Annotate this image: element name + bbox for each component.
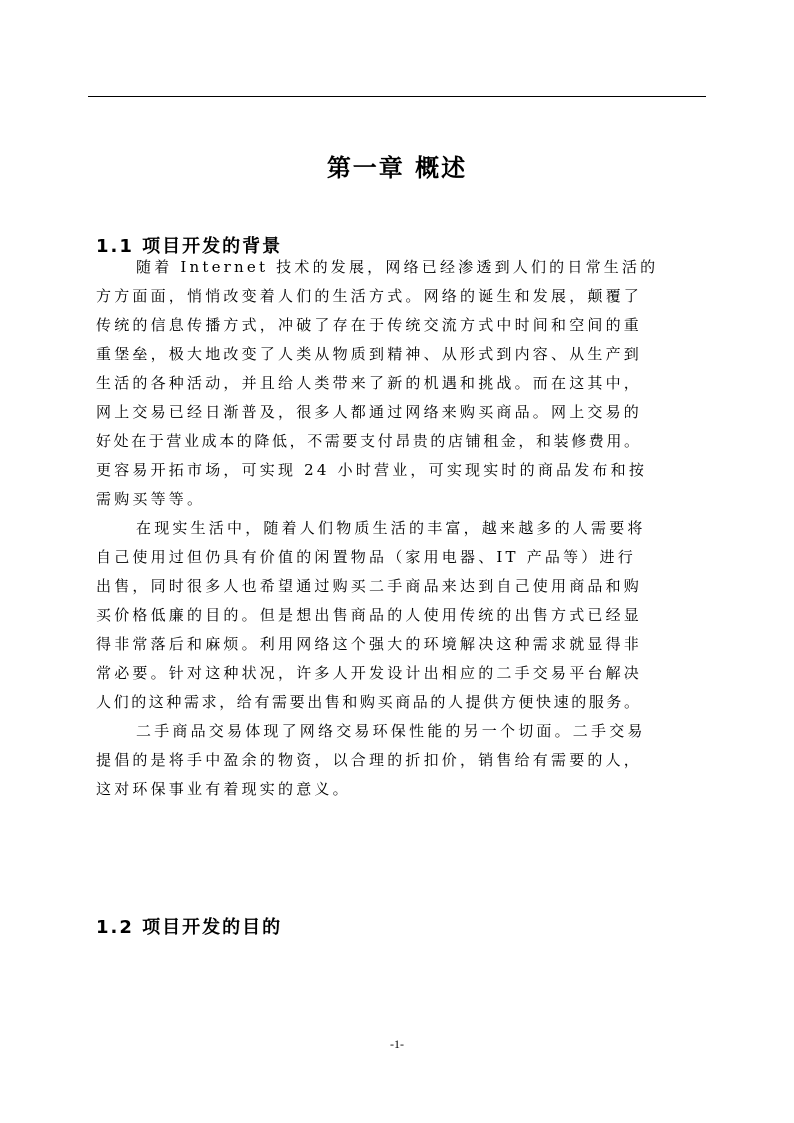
paragraph-line: 重堡垒，极大地改变了人类从物质到精神、从形式到内容、从生产到	[96, 345, 643, 363]
section-heading-background: 1.1 项目开发的背景	[96, 236, 283, 257]
paragraph-line: 网上交易已经日渐普及，很多人都通过网络来购买商品。网上交易的	[96, 403, 643, 421]
paragraph-line: 方方面面，悄悄改变着人们的生活方式。网络的诞生和发展，颠覆了	[96, 287, 643, 305]
paragraph-line: 人们的这种需求，给有需要出售和购买商品的人提供方便快速的服务。	[96, 693, 642, 711]
paragraph-line: 出售，同时很多人也希望通过购买二手商品来达到自己使用商品和购	[96, 577, 643, 595]
paragraph-line: 提倡的是将手中盈余的物资，以合理的折扣价，销售给有需要的人，	[96, 751, 643, 769]
paragraph-line: 在现实生活中，随着人们物质生活的丰富，越来越多的人需要将	[136, 519, 646, 537]
page-number: -1-	[390, 1037, 404, 1051]
section-heading-purpose: 1.2 项目开发的目的	[96, 917, 283, 938]
paragraph-line: 这对环保事业有着现实的意义。	[96, 780, 351, 798]
paragraph-line: 得非常落后和麻烦。利用网络这个强大的环境解决这种需求就显得非	[96, 635, 643, 653]
paragraph-line: 需购买等等。	[96, 490, 206, 508]
paragraph-line: 自己使用过但仍具有价值的闲置物品（家用电器、IT 产品等）进行	[96, 548, 636, 566]
header-rule	[88, 96, 706, 97]
paragraph-line: 二手商品交易体现了网络交易环保性能的另一个切面。二手交易	[136, 722, 646, 740]
paragraph-line: 更容易开拓市场，可实现 24 小时营业，可实现实时的商品发布和按	[96, 461, 648, 479]
paragraph-line: 传统的信息传播方式，冲破了存在于传统交流方式中时间和空间的重	[96, 316, 643, 334]
paragraph-line: 生活的各种活动，并且给人类带来了新的机遇和挑战。而在这其中，	[96, 374, 643, 392]
paragraph-line: 买价格低廉的目的。但是想出售商品的人使用传统的出售方式已经显	[96, 606, 643, 624]
paragraph-line: 常必要。针对这种状况，许多人开发设计出相应的二手交易平台解决	[96, 664, 643, 682]
chapter-title: 第一章 概述	[326, 154, 468, 182]
paragraph-line: 随着 Internet 技术的发展，网络已经渗透到人们的日常生活的	[136, 258, 659, 276]
paragraph-line: 好处在于营业成本的降低，不需要支付昂贵的店铺租金，和装修费用。	[96, 432, 642, 450]
